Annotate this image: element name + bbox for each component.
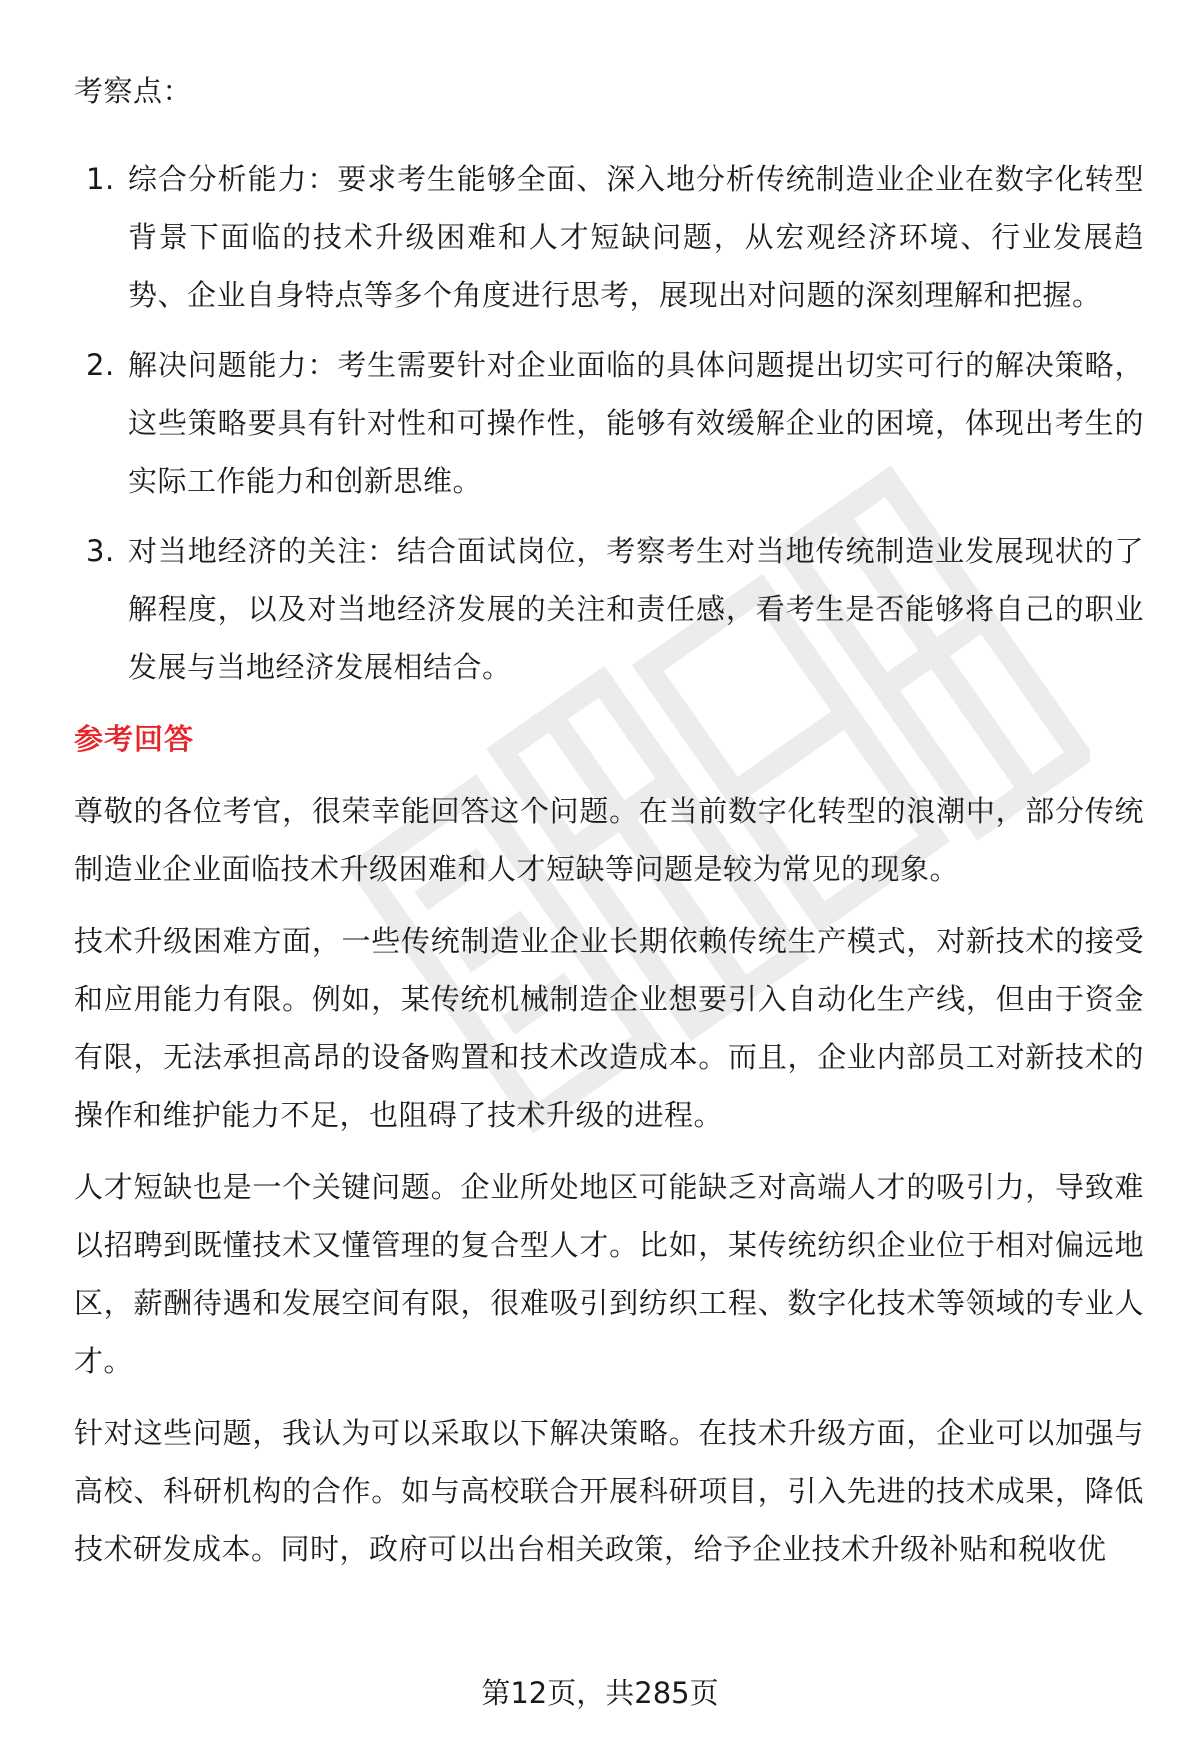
list-item-text: 解决问题能力：考生需要针对企业面临的具体问题提出切实可行的解决策略，这些策略要具有针对性和可操作性，能够有效缓解企业的困境，体现出考生的实际工作能力和创新思维。 <box>128 348 1144 498</box>
paragraph: 技术升级困难方面，一些传统制造业企业长期依赖传统生产模式，对新技术的接受和应用能力有限。例如，某传统机械制造企业想要引入自动化生产线，但由于资金有限，无法承担高昂的设备购置和技术改造成本。而且，企业内部员工对新技术的操作和维护能力不足，也阻碍了技术升级的进程。 <box>74 924 1144 1132</box>
list-item-text: 综合分析能力：要求考生能够全面、深入地分析传统制造业企业在数字化转型背景下面临的技术升级困难和人才短缺问题，从宏观经济环境、行业发展趋势、企业自身特点等多个角度进行思考，展现出对问题的深刻理解和把握。 <box>128 162 1144 312</box>
list-item-number: 3. <box>86 534 115 568</box>
list-item-text: 对当地经济的关注：结合面试岗位，考察考生对当地传统制造业发展现状的了解程度，以及对当地经济发展的关注和责任感，看考生是否能够将自己的职业发展与当地经济发展相结合。 <box>128 534 1144 684</box>
list-item <box>74 522 1144 696</box>
answer-heading: 参考回答 <box>74 722 195 756</box>
list-item <box>74 150 1144 324</box>
list-item-number: 2. <box>86 348 115 382</box>
evaluation-points-list <box>74 150 1144 708</box>
paragraph: 针对这些问题，我认为可以采取以下解决策略。在技术升级方面，企业可以加强与高校、科研机构的合作。如与高校联合开展科研项目，引入先进的技术成果，降低技术研发成本。同时，政府可以出台相关政策，给予企业技术升级补贴和税收优 <box>74 1416 1144 1566</box>
paragraph: 人才短缺也是一个关键问题。企业所处地区可能缺乏对高端人才的吸引力，导致难以招聘到既懂技术又懂管理的复合型人才。比如，某传统纺织企业位于相对偏远地区，薪酬待遇和发展空间有限，很难吸引到纺织工程、数字化技术等领域的专业人才。 <box>74 1170 1144 1378</box>
intro-label: 考察点： <box>74 74 193 108</box>
paragraph: 尊敬的各位考官，很荣幸能回答这个问题。在当前数字化转型的浪潮中，部分传统制造业企业面临技术升级困难和人才短缺等问题是较为常见的现象。 <box>74 794 1144 886</box>
page-footer: 第12页，共285页 <box>481 1676 719 1710</box>
list-item <box>74 336 1144 510</box>
list-item-number: 1. <box>86 162 115 196</box>
